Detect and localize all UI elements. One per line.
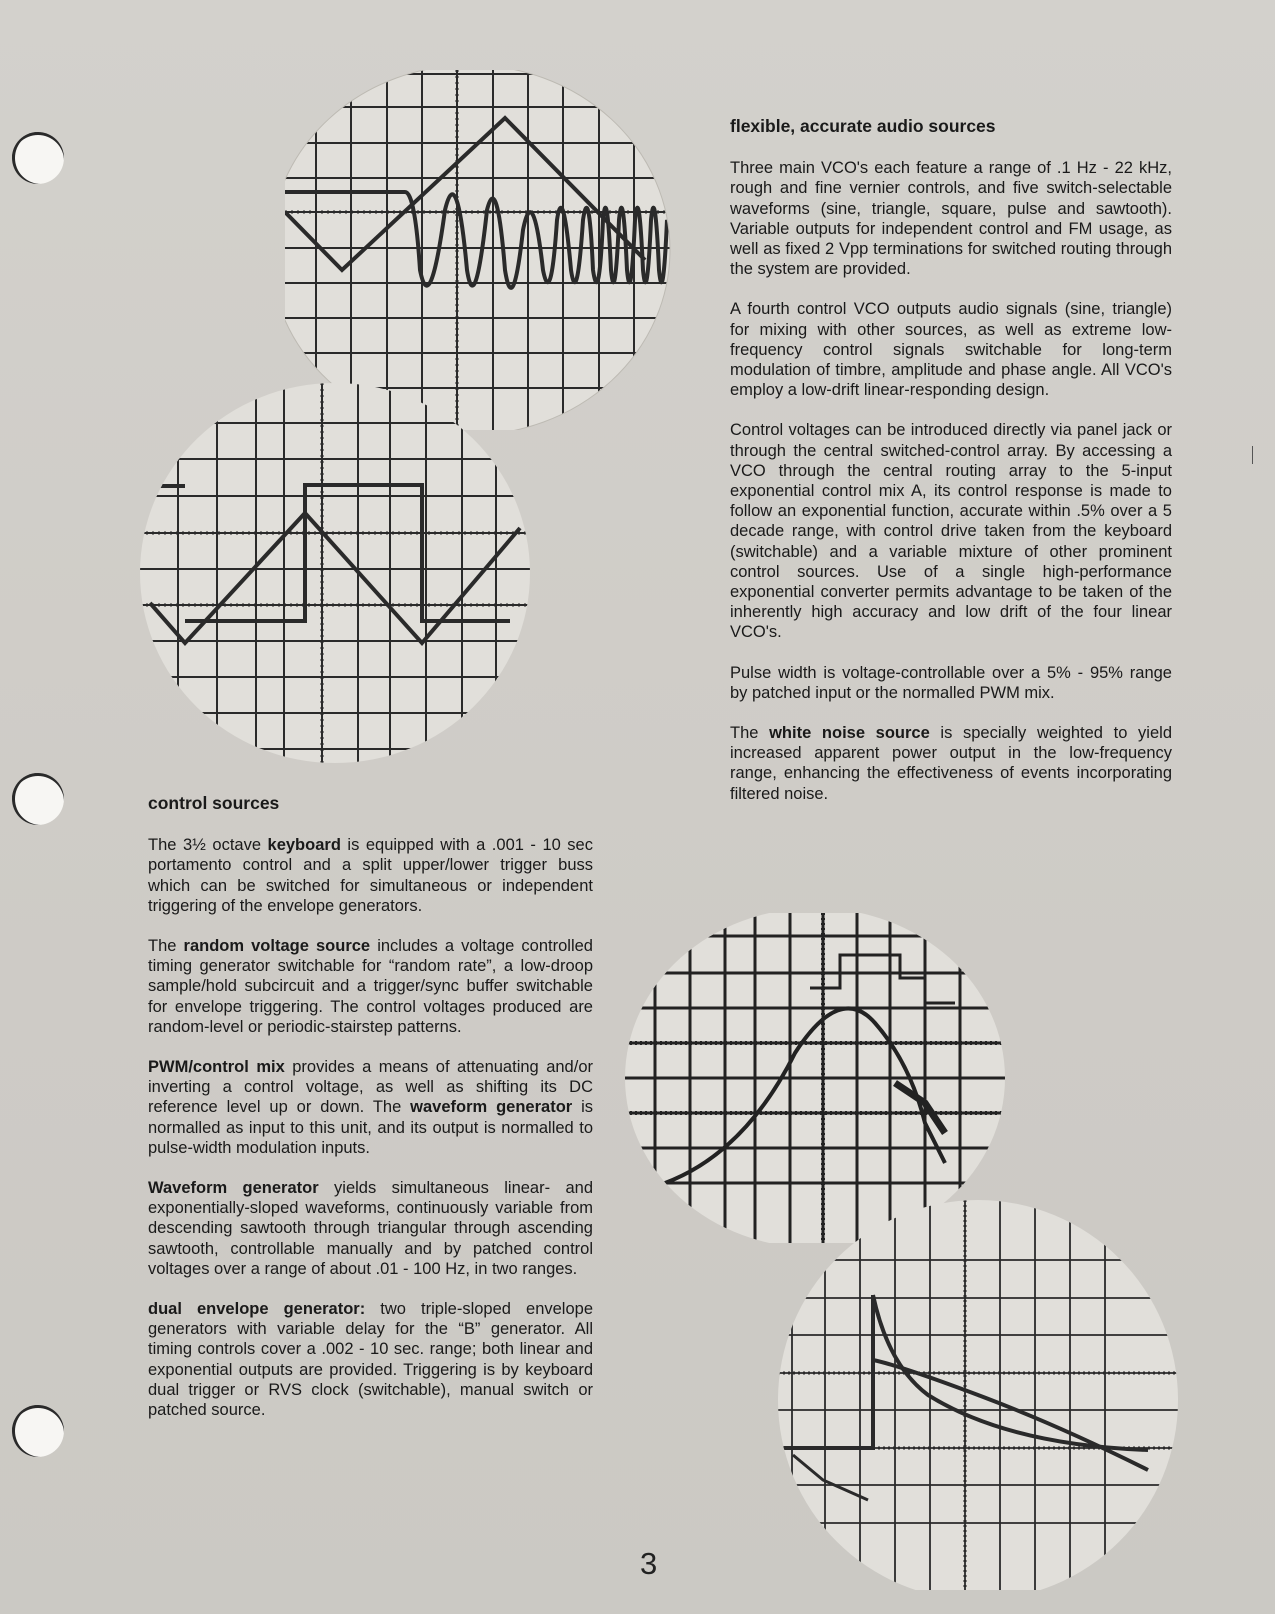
page-number: 3: [640, 1546, 658, 1581]
envelope-generator-paragraph: dual envelope generator: two triple-sloped envelope generators with variable delay for the “B” generator. All timing controls cover a .002 - 10 sec. range; both linear and exponential outputs are provided. Triggering is by keyboard dual trigger or RVS clock (switchable), manual switch or patched source.: [148, 1300, 593, 1420]
waveform-generator-paragraph: Waveform generator yields simultaneous linear- and exponentially-sloped waveforms, continuously variable from descending sawtooth through triangular through ascending sawtooth, controllable manually and by patched control voltages over a range of about .01 - 100 Hz, in two ranges.: [148, 1179, 594, 1278]
white-noise-paragraph: The white noise source is specially weighted to yield increased apparent power output in the low-frequency range, enhancing the effectiveness of events incorporating filtered noise.: [730, 724, 1172, 803]
control-sources-heading: control sources: [148, 793, 280, 813]
left-text-column: [148, 793, 593, 1440]
right-text-column: [730, 116, 1172, 824]
control-voltages-paragraph: Control voltages can be introduced directly via panel jack or through the central switched-control array. By accessing a VCO through the central routing array to the 5-input exponential control mix A, its control response is made to follow an exponential function, accurate within .5% over a 5 decade range, with control drive taken from the keyboard (switchable) and a variable mixture of other prominent control sources. Use of a single high-performance exponential converter permits advantage to be taken of the inherently high accuracy and low drift of the four linear VCO's.: [730, 421, 1172, 642]
audio-sources-heading: flexible, accurate audio sources: [730, 116, 996, 136]
punch-hole-bottom: [12, 1405, 64, 1457]
oscilloscope-photo-decay: [778, 1195, 1178, 1590]
pwm-mix-paragraph: PWM/control mix provides a means of attenuating and/or inverting a control voltage, as well as shifting its DC reference level up or down. The waveform generator is normalled as input to this unit, and its output is normalled to pulse-width modulation inputs.: [148, 1058, 594, 1157]
pulse-width-paragraph: Pulse width is voltage-controllable over a 5% - 95% range by patched input or the normalled PWM mix.: [730, 663, 1172, 702]
oscilloscope-photo-triangle-square: [140, 383, 538, 768]
control-vco-paragraph: A fourth control VCO outputs audio signals (sine, triangle) for mixing with other sources, as well as extreme low-frequency control signals switchable for long-term modulation of timbre, amplitude and phase angle. All VCO's employ a low-drift linear-responding design.: [730, 300, 1172, 400]
keyboard-paragraph: The 3½ octave keyboard is equipped with a .001 - 10 sec portamento control and a split upper/lower trigger buss which can be switched for simultaneous or independent triggering of the envelope generators.: [148, 836, 593, 915]
punch-hole-middle: [12, 773, 64, 825]
vco-paragraph: Three main VCO's each feature a range of .1 Hz - 22 kHz, rough and fine vernier controls, and five switch-selectable waveforms (sine, triangle, square, pulse and sawtooth). Variable outputs for independent control and FM usage, as well as fixed 2 Vpp terminations for switched routing through the system are provided.: [730, 159, 1172, 279]
oscilloscope-photo-triangle-sine: [285, 70, 685, 430]
margin-mark: [1252, 446, 1253, 464]
oscilloscope-photo-sine-steps: [625, 913, 1005, 1243]
punch-hole-top: [12, 132, 64, 184]
random-voltage-paragraph: The random voltage source includes a voltage controlled timing generator switchable for “random rate”, a low-droop sample/hold subcircuit and a trigger/sync buffer switchable for envelope triggering. The control voltages produced are random-level or periodic-stairstep patterns.: [148, 937, 593, 1036]
